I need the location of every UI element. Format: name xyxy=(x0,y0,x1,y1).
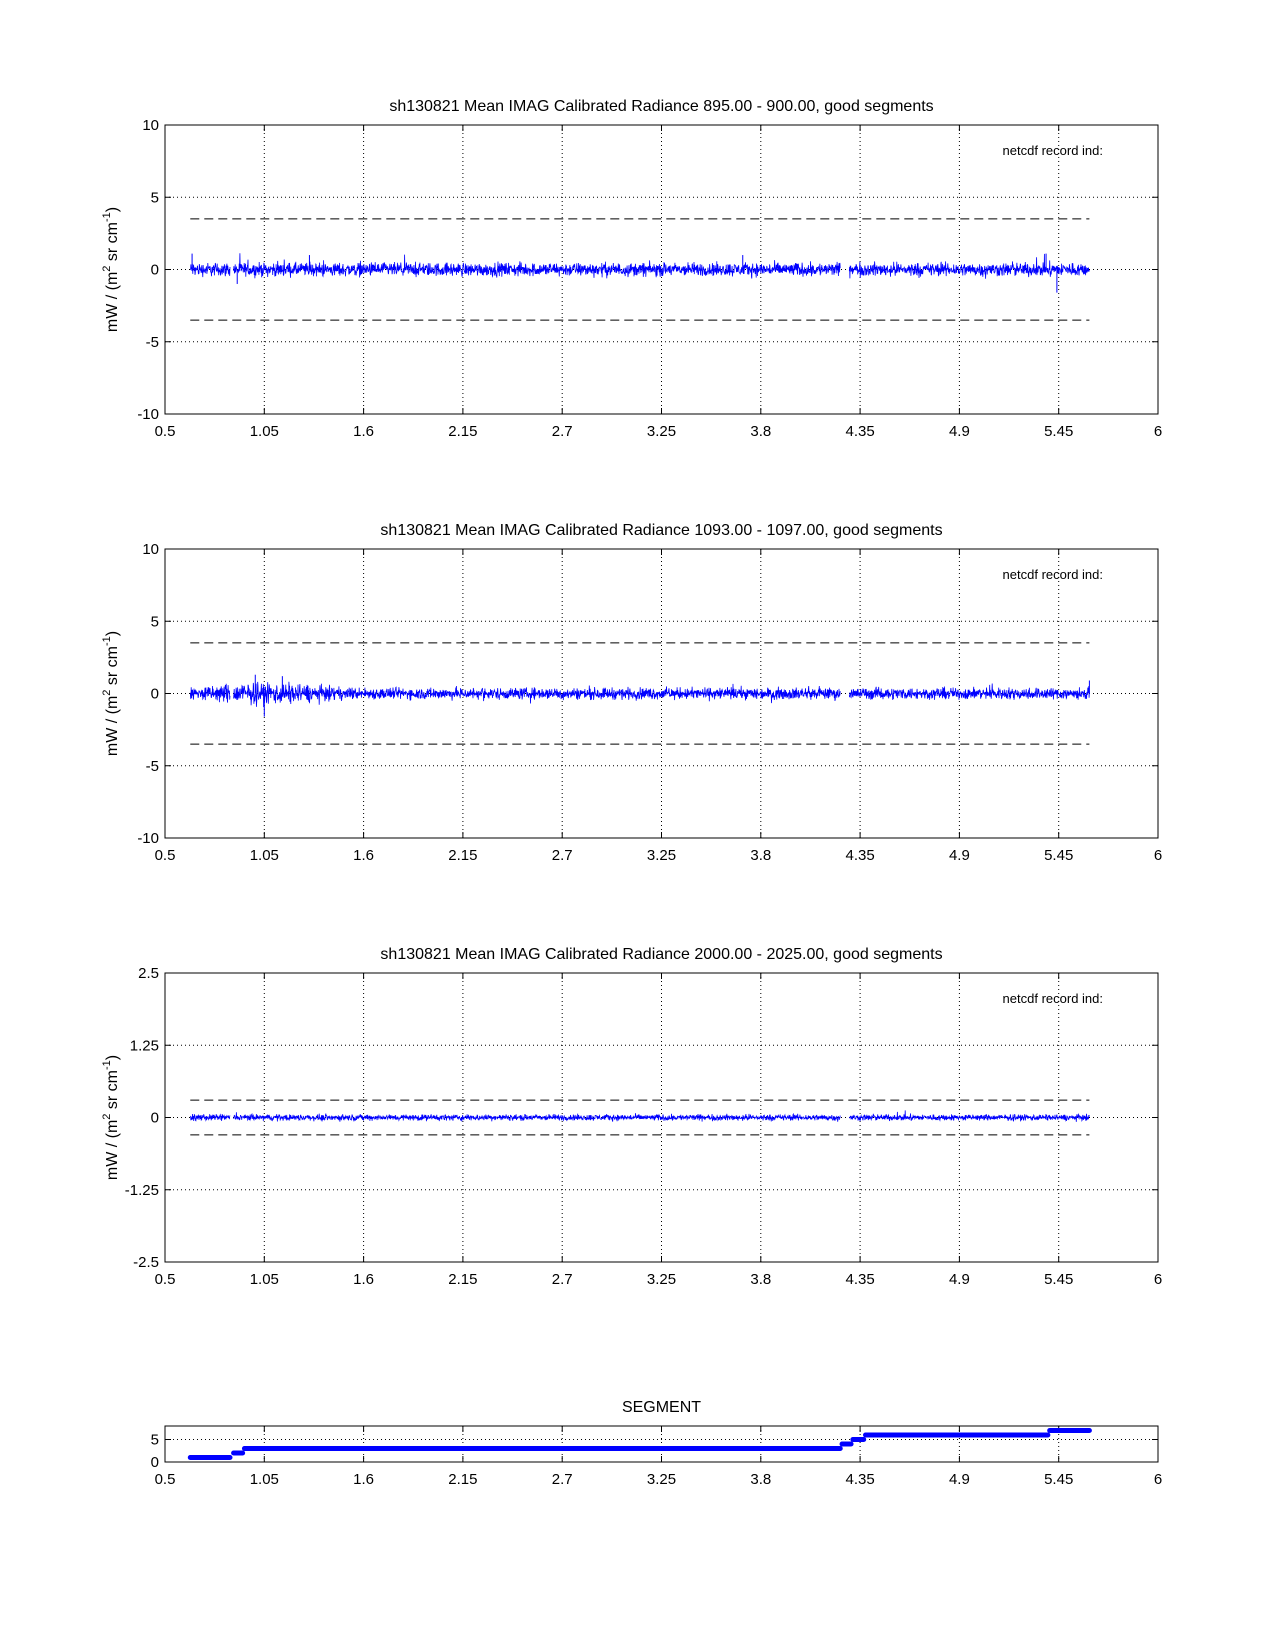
chart-title: sh130821 Mean IMAG Calibrated Radiance 2000.00 - 2025.00, good segments xyxy=(380,946,943,963)
radiance-trace xyxy=(849,684,1089,700)
x-tick-label: 1.6 xyxy=(353,423,375,440)
x-tick-label: 3.25 xyxy=(646,847,677,864)
y-tick-label: 0 xyxy=(150,1109,159,1127)
x-tick-label: 5.45 xyxy=(1044,1471,1074,1488)
x-tick-label: 5.45 xyxy=(1044,423,1074,440)
y-tick-label: 2.5 xyxy=(138,965,159,982)
x-tick-label: 2.15 xyxy=(448,1271,478,1288)
y-axis-label-part: mW / (m xyxy=(104,695,121,757)
x-tick-label: 3.25 xyxy=(646,1471,677,1488)
x-tick-label: 0.5 xyxy=(154,1271,176,1288)
y-axis-label xyxy=(101,1055,121,1180)
radiance-trace xyxy=(849,1110,1089,1121)
y-tick-label: 0 xyxy=(150,261,159,279)
y-axis-label-part: 2 xyxy=(101,265,113,272)
y-axis-label-part: sr cm xyxy=(104,1070,121,1114)
x-tick-label: 2.7 xyxy=(551,1271,573,1288)
x-tick-label: 1.05 xyxy=(249,847,279,864)
x-tick-label: 0.5 xyxy=(154,423,176,440)
x-tick-label: 2.15 xyxy=(448,1471,478,1488)
y-axis-label-part: -1 xyxy=(101,636,113,647)
x-tick-label: 5.45 xyxy=(1044,847,1074,864)
record-index-annotation: netcdf record ind: xyxy=(1002,567,1103,582)
y-axis-label-part: mW / (m xyxy=(104,1119,121,1181)
radiance-1093-1097-panel xyxy=(101,522,1162,864)
y-tick-label: 0 xyxy=(150,685,159,703)
chart-title: sh130821 Mean IMAG Calibrated Radiance 895.00 - 900.00, good segments xyxy=(389,98,934,115)
y-tick-label: 10 xyxy=(142,117,159,134)
y-tick-label: 1.25 xyxy=(129,1037,159,1055)
x-tick-label: 1.05 xyxy=(249,423,279,440)
x-tick-label: 4.35 xyxy=(845,423,875,440)
x-tick-label: 4.35 xyxy=(845,1471,875,1488)
y-tick-label: 10 xyxy=(142,541,159,558)
x-tick-label: 4.9 xyxy=(948,1471,970,1488)
x-tick-label: 4.9 xyxy=(948,423,970,440)
radiance-trace xyxy=(849,254,1089,279)
record-index-annotation: netcdf record ind: xyxy=(1002,991,1103,1006)
x-tick-label: 6 xyxy=(1153,847,1163,864)
radiance-895-900-panel xyxy=(101,98,1162,440)
record-index-annotation: netcdf record ind: xyxy=(1002,143,1103,158)
y-tick-label: -5 xyxy=(145,757,159,775)
x-tick-label: 3.8 xyxy=(750,847,772,864)
y-tick-label: 0 xyxy=(150,1454,159,1471)
x-tick-label: 2.7 xyxy=(551,423,573,440)
x-tick-label: 5.45 xyxy=(1044,1271,1074,1288)
chart-title: SEGMENT xyxy=(621,1399,702,1416)
y-tick-label: -10 xyxy=(137,830,159,847)
x-tick-label: 6 xyxy=(1153,423,1163,440)
x-tick-label: 3.8 xyxy=(750,423,772,440)
y-axis-label-part: sr cm xyxy=(104,646,121,690)
y-tick-label: -10 xyxy=(137,406,159,423)
x-tick-label: 0.5 xyxy=(154,847,176,864)
y-axis-label-part: 2 xyxy=(101,1113,113,1120)
radiance-trace xyxy=(190,263,230,277)
y-axis-label-part: -1 xyxy=(101,212,113,223)
y-axis-label-part: mW / (m xyxy=(104,271,121,333)
x-tick-label: 2.15 xyxy=(448,847,478,864)
x-tick-label: 1.6 xyxy=(353,1271,375,1288)
y-tick-label: -2.5 xyxy=(133,1254,159,1271)
radiance-trace xyxy=(234,253,841,278)
y-axis-label-part: -1 xyxy=(101,1060,113,1071)
x-tick-label: 6 xyxy=(1153,1271,1163,1288)
x-tick-label: 3.8 xyxy=(750,1271,772,1288)
x-tick-label: 1.6 xyxy=(353,1471,375,1488)
y-tick-label: -5 xyxy=(145,333,159,351)
segment-panel xyxy=(151,1399,1163,1488)
x-tick-label: 3.25 xyxy=(646,423,677,440)
radiance-trace xyxy=(234,682,841,707)
x-tick-label: 2.15 xyxy=(448,423,478,440)
x-tick-label: 4.35 xyxy=(845,847,875,864)
x-tick-label: 6 xyxy=(1153,1471,1163,1488)
x-tick-label: 1.05 xyxy=(249,1271,279,1288)
y-tick-label: 5 xyxy=(150,613,159,631)
x-tick-label: 4.9 xyxy=(948,1271,970,1288)
x-tick-label: 4.35 xyxy=(845,1271,875,1288)
radiance-trace xyxy=(190,1114,230,1121)
y-axis-label-part: ) xyxy=(104,1054,121,1061)
x-tick-label: 1.6 xyxy=(353,847,375,864)
y-axis-label-part: ) xyxy=(104,206,121,213)
y-axis-label xyxy=(101,207,121,332)
y-tick-label: -1.25 xyxy=(124,1181,159,1199)
x-tick-label: 2.7 xyxy=(551,1471,573,1488)
radiance-trace xyxy=(190,684,230,703)
chart-title: sh130821 Mean IMAG Calibrated Radiance 1093.00 - 1097.00, good segments xyxy=(380,522,943,539)
radiance-2000-2025-panel xyxy=(101,946,1162,1288)
x-tick-label: 3.25 xyxy=(646,1271,677,1288)
y-axis-label xyxy=(101,631,121,756)
radiance-trace xyxy=(234,1112,841,1121)
y-axis-label-part: 2 xyxy=(101,689,113,696)
x-tick-label: 2.7 xyxy=(551,847,573,864)
y-axis-label-part: sr cm xyxy=(104,222,121,266)
y-axis-label-part: ) xyxy=(104,630,121,637)
y-tick-label: 5 xyxy=(150,189,159,207)
x-tick-label: 4.9 xyxy=(948,847,970,864)
x-tick-label: 3.8 xyxy=(750,1471,772,1488)
y-tick-label: 5 xyxy=(150,1431,159,1449)
x-tick-label: 1.05 xyxy=(249,1471,279,1488)
x-tick-label: 0.5 xyxy=(154,1471,176,1488)
